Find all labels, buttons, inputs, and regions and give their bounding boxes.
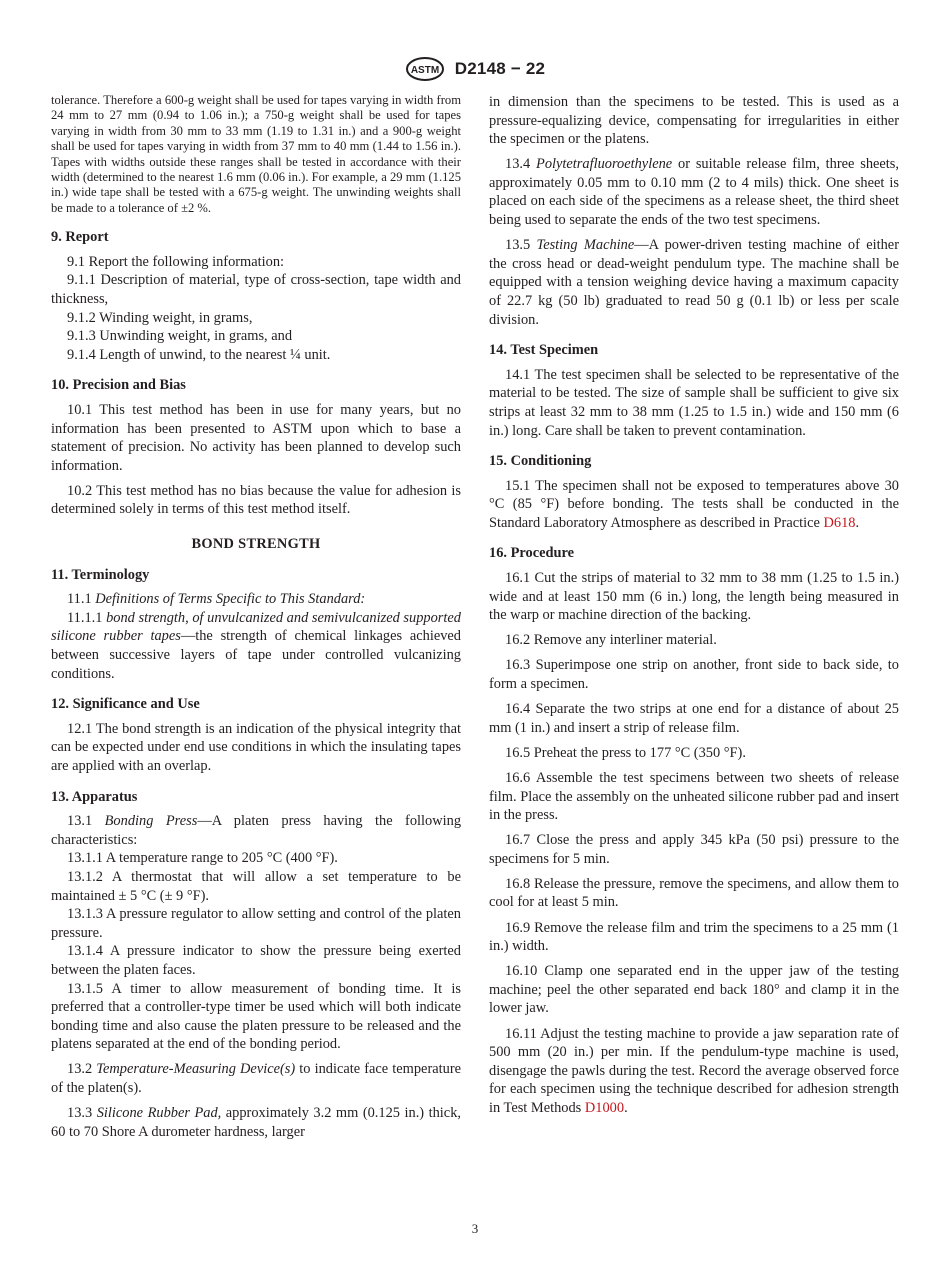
heading-conditioning: 15. Conditioning	[489, 453, 592, 470]
paragraph-16-9: 16.9 Remove the release film and trim the specimens to a 25 mm (1 in.) width.	[489, 919, 899, 955]
left-column	[51, 93, 461, 1141]
heading-bond-strength: BOND STRENGTH	[191, 536, 321, 553]
paragraph-13-3: 13.3 Silicone Rubber Pad, approximately 3.2 mm (0.125 in.) thick, 60 to 70 Shore A durometer hardness, larger	[51, 1105, 461, 1140]
paragraph-16-11: 16.11 Adjust the testing machine to provide a jaw separation rate of 500 mm (20 in.) per min. If the pendulum-type machine is used, disengage the pawls during the test. Record the average observed force for each specimen using the technique described for adhesion strength in Test Methods D1000.	[489, 1025, 899, 1116]
paragraph-16-10: 16.10 Clamp one separated end in the upper jaw of the testing machine; peel the other separated end back 180° and clamp it in the lower jaw.	[489, 963, 899, 1017]
paragraph-16-7: 16.7 Close the press and apply 345 kPa (50 psi) pressure to the specimens for 5 min.	[489, 832, 899, 867]
heading-report: 9. Report	[51, 229, 109, 246]
heading-significance: 12. Significance and Use	[51, 696, 200, 713]
page-number: 3	[471, 1221, 479, 1236]
heading-procedure: 16. Procedure	[489, 545, 574, 562]
paragraph-13-1-1: 13.1.1 A temperature range to 205 °C (400 °F).	[67, 850, 338, 867]
paragraph-12-1: 12.1 The bond strength is an indication of the physical integrity that can be expected under end use conditions in which the insulating tapes are applied with an overlap.	[51, 720, 461, 774]
paragraph-13-2: 13.2 Temperature-Measuring Device(s) to indicate face temperature of the platen(s).	[51, 1061, 462, 1096]
paragraph-13-1-3: 13.1.3 A pressure regulator to allow setting and control of the platen pressure.	[51, 906, 461, 941]
paragraph-14-1: 14.1 The test specimen shall be selected to be representative of the material to be tested. The size of sample shall be sufficient to give six strips at least 32 mm to 38 mm (1.25 to 1.5 in.) wide and 150 mm (6 in.) long. Care shall be taken to prevent contamination.	[489, 366, 899, 439]
paragraph-16-6: 16.6 Assemble the test specimens between two sheets of release film. Place the assembly on the unheated silicone rubber pad and insert in the press.	[489, 769, 899, 824]
paragraph-13-1-2: 13.1.2 A thermostat that will allow a set temperature to be maintained ± 5 °C (± 9 °F).	[51, 868, 461, 904]
link-d1000[interactable]: D1000	[584, 1099, 625, 1116]
heading-terminology: 11. Terminology	[51, 566, 150, 583]
paragraph-9-1-1: 9.1.1 Description of material, type of cross-section, tape width and thickness,	[51, 272, 461, 308]
paragraph-11-1-1: 11.1.1 bond strength, of unvulcanized and semivulcanized supported silicone rubber tapes—the strength of chemical linkages achieved between successive layers of tape under controlled vulcanizing conditions.	[51, 609, 461, 682]
standard-code: D2148 − 22	[454, 59, 546, 78]
paragraph-13-1-4: 13.1.4 A pressure indicator to show the pressure being exerted between the platen faces.	[51, 943, 461, 978]
paragraph-intro: tolerance. Therefore a 600-g weight shall be used for tapes varying in width from 24 mm to 27 mm (0.94 to 1.06 in.); a 750-g weight shall be used for tapes varying in width from 30 mm to 33 mm (1.19 to 1.31 in.) and a 900-g weight shall be used for tapes varying in width from 37 mm to 40 mm (1.44 to 1.56 in.). Tapes with widths outside these ranges shall be tested in accordance with their width (determined to the nearest 1.6 mm (0.06 in.). For example, a 29 mm (1.125 in.) wide tape shall be tested with a 675-g weight. The unwinding weights shall be made to a tolerance of ±2 %.	[51, 93, 461, 215]
paragraph-9-1-3: 9.1.3 Unwinding weight, in grams, and	[67, 328, 293, 345]
paragraph-10-2: 10.2 This test method has no bias because the value for adhesion is determined solely in terms of this test method itself.	[51, 482, 461, 518]
paragraph-16-5: 16.5 Preheat the press to 177 °C (350 °F).	[505, 744, 746, 761]
right-column	[489, 93, 899, 1118]
heading-precision-bias: 10. Precision and Bias	[51, 377, 186, 394]
astm-logo	[405, 56, 445, 82]
paragraph-16-8: 16.8 Release the pressure, remove the specimens, and allow them to cool for at least 5 min.	[489, 875, 899, 911]
heading-apparatus: 13. Apparatus	[51, 788, 138, 805]
heading-test-specimen: 14. Test Specimen	[489, 342, 599, 359]
paragraph-13-4: 13.4 Polytetrafluoroethylene or suitable release film, three sheets, approximately 0.05 mm to 0.10 mm (2 to 4 mils) thick. One sheet is placed on each side of the specimens as a release sheet, the third sheet being used to separate the ends of the two test specimens.	[489, 156, 899, 229]
paragraph-13-5: 13.5 Testing Machine—A power-driven testing machine of either the cross head or dead-weight pendulum type. The machine shall be equipped with a tension weighing device having a maximum capacity of 22.7 kg (50 lb) graduated to read 50 g (0.1 lb) or less per scale division.	[489, 237, 899, 328]
paragraph-13-1: 13.1 Bonding Press—A platen press having the following characteristics:	[51, 813, 462, 848]
paragraph-10-1: 10.1 This test method has been in use for many years, but no information has been presented to ASTM upon which to base a statement of precision. No activity has been planned to develop such information.	[51, 402, 461, 474]
paragraph-16-2: 16.2 Remove any interliner material.	[505, 632, 717, 649]
paragraph-13-3-continued: in dimension than the specimens to be tested. This is used as a pressure-equalizing device, compensating for irregularities in either the specimen or the platens.	[489, 94, 899, 148]
page-header	[0, 56, 950, 82]
paragraph-11-1: 11.1 Definitions of Terms Specific to This Standard:	[67, 591, 366, 608]
link-d618[interactable]: D618	[823, 514, 856, 531]
paragraph-13-1-5: 13.1.5 A timer to allow measurement of bonding time. It is preferred that a controller-type timer be used which will both indicate bonding time and also cause the platen pressure to be released and the platens separated at the end of the bonding period.	[51, 980, 461, 1053]
astm-logo-text: ASTM	[410, 65, 439, 76]
paragraph-16-4: 16.4 Separate the two strips at one end for a distance of about 25 mm (1 in.) and insert a strip of release film.	[489, 701, 899, 736]
paragraph-9-1: 9.1 Report the following information:	[67, 253, 285, 270]
paragraph-16-3: 16.3 Superimpose one strip on another, front side to back side, to form a specimen.	[489, 657, 899, 693]
paragraph-16-1: 16.1 Cut the strips of material to 32 mm to 38 mm (1.25 to 1.5 in.) wide and at least 150 mm (6 in.) long, the length being measured in the warp or machine direction of the backing.	[489, 570, 899, 624]
paragraph-9-1-4: 9.1.4 Length of unwind, to the nearest ¼ unit.	[67, 346, 331, 363]
paragraph-9-1-2: 9.1.2 Winding weight, in grams,	[67, 309, 253, 326]
paragraph-15-1: 15.1 The specimen shall not be exposed to temperatures above 30 °C (85 °F) before bonding. The tests shall be conducted in the Standard Laboratory Atmosphere as described in Practice D618.	[489, 477, 899, 531]
